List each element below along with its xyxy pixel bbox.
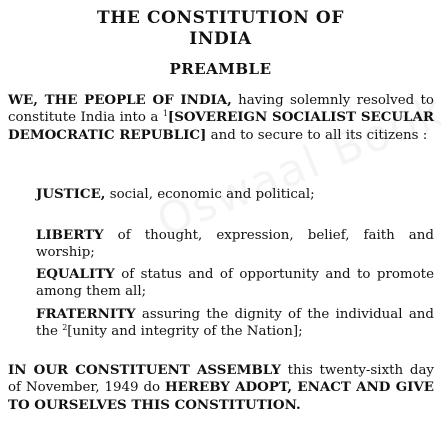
equality-paragraph — [36, 266, 434, 301]
intro-paragraph — [8, 92, 434, 144]
liberty-paragraph — [36, 227, 434, 262]
title-line-2: INDIA — [189, 29, 252, 49]
justice-term: JUSTICE, — [36, 186, 106, 202]
fraternity-term: FRATERNITY — [36, 306, 136, 322]
fraternity-paragraph — [36, 306, 434, 341]
equality-term: EQUALITY — [36, 266, 115, 282]
intro-lead: WE, THE PEOPLE OF INDIA, — [8, 92, 232, 108]
closing-lead: IN OUR CONSTITUENT ASSEMBLY — [8, 362, 281, 378]
intro-republic: [SOVEREIGN SOCIALIST SECULAR DEMOCRATIC REPUBLIC] — [8, 109, 434, 143]
title-line-1: THE CONSTITUTION OF — [97, 8, 344, 28]
intro-text-end: and to secure to all its citizens : — [206, 127, 428, 143]
preamble-heading: PREAMBLE — [169, 60, 272, 78]
equality-text: of status and of opportunity and to promote among them all; — [36, 267, 434, 300]
fraternity-text: assuring the dignity of the individual and the — [36, 307, 434, 340]
justice-paragraph — [36, 186, 434, 203]
closing-text: this twenty-sixth day of November, 1949 do — [8, 363, 434, 396]
intro-text: having solemnly resolved to constitute India into a — [8, 93, 434, 126]
fraternity-text-end: [unity and integrity of the Nation]; — [67, 324, 303, 340]
footnote-marker-2: 2 — [62, 323, 68, 333]
liberty-text: of thought, expression, belief, faith and worship; — [36, 228, 434, 261]
justice-text: social, economic and political; — [105, 187, 315, 202]
closing-paragraph — [8, 362, 434, 414]
footnote-marker-1: 1 — [162, 109, 168, 119]
liberty-term: LIBERTY — [36, 227, 104, 243]
closing-adoption: HEREBY ADOPT, ENACT AND GIVE TO OURSELVES THIS CONSTITUTION. — [8, 379, 434, 413]
